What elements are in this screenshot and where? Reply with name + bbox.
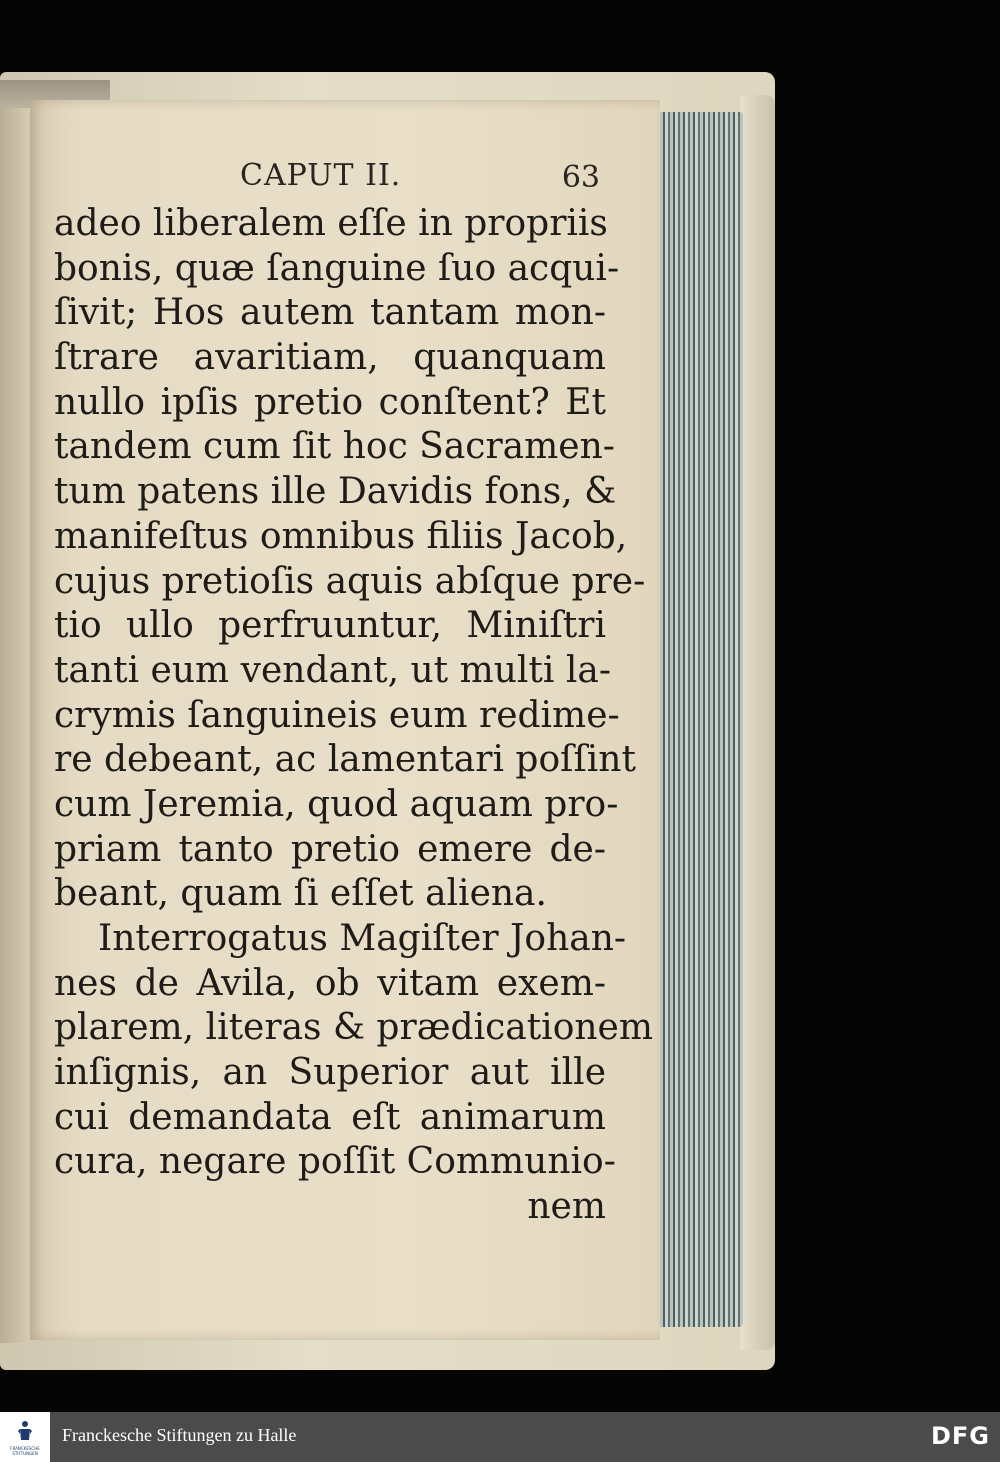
- text-line: bonis, quæ ſanguine ſuo acqui-: [54, 247, 620, 289]
- text-line: tio ullo perfruuntur, Miniſtri: [54, 605, 606, 647]
- page-edges-stack: [655, 112, 743, 1327]
- logo-caption: FRANCKESCHE STIFTUNGEN: [10, 1446, 40, 1456]
- dfg-logo[interactable]: DFG: [930, 1422, 990, 1450]
- text-line: inſignis, an Superior aut ille: [54, 1052, 606, 1094]
- page-header: [50, 158, 610, 198]
- viewer-footer: [0, 1412, 1000, 1462]
- text-line: tum patens ille Davidis fons, &: [54, 471, 617, 513]
- text-line: tanti eum vendant, ut multi la-: [54, 649, 611, 691]
- text-line: adeo liberalem eſſe in propriis: [54, 203, 608, 244]
- text-line: cujus pretioſis aquis abſque pre-: [54, 560, 646, 602]
- franckesche-logo-icon: [17, 1420, 33, 1442]
- text-line: cura, negare poſſit Communio-: [54, 1141, 616, 1183]
- text-line: nes de Avila, ob vitam exem-: [54, 962, 606, 1004]
- institution-logo[interactable]: [0, 1412, 50, 1462]
- text-line: beant, quam ſi eſſet aliena.: [54, 873, 547, 915]
- text-line: tandem cum ſit hoc Sacramen-: [54, 426, 615, 468]
- page-number: 63: [561, 160, 600, 195]
- text-line: crymis ſanguineis eum redime-: [54, 694, 620, 736]
- text-line: ſtrare avaritiam, quanquam: [54, 337, 606, 379]
- text-line: cui demandata eſt animarum: [54, 1096, 606, 1138]
- text-line: cum Jeremia, quod aquam pro-: [54, 783, 619, 825]
- catchword: nem: [527, 1186, 606, 1228]
- text-line: re debeant, ac lamentari poſſint: [54, 739, 636, 781]
- institution-name[interactable]: Franckesche Stiftungen zu Halle: [62, 1425, 297, 1445]
- text-line: manifeſtus omnibus filiis Jacob,: [54, 515, 628, 557]
- body-text: [54, 202, 653, 1230]
- text-line: priam tanto pretio emere de-: [54, 828, 606, 870]
- running-head: CAPUT II.: [240, 158, 402, 193]
- text-line: nullo ipſis pretio conſtent? Et: [54, 381, 606, 423]
- preceding-page-edge: [0, 108, 30, 1343]
- text-line: plarem, literas & prædicationem: [54, 1007, 653, 1049]
- text-line: ſivit; Hos autem tantam mon-: [54, 292, 606, 334]
- text-line-paragraph-start: Interrogatus Magiſter Johan-: [98, 918, 627, 959]
- cover-fore-edge: [740, 95, 775, 1350]
